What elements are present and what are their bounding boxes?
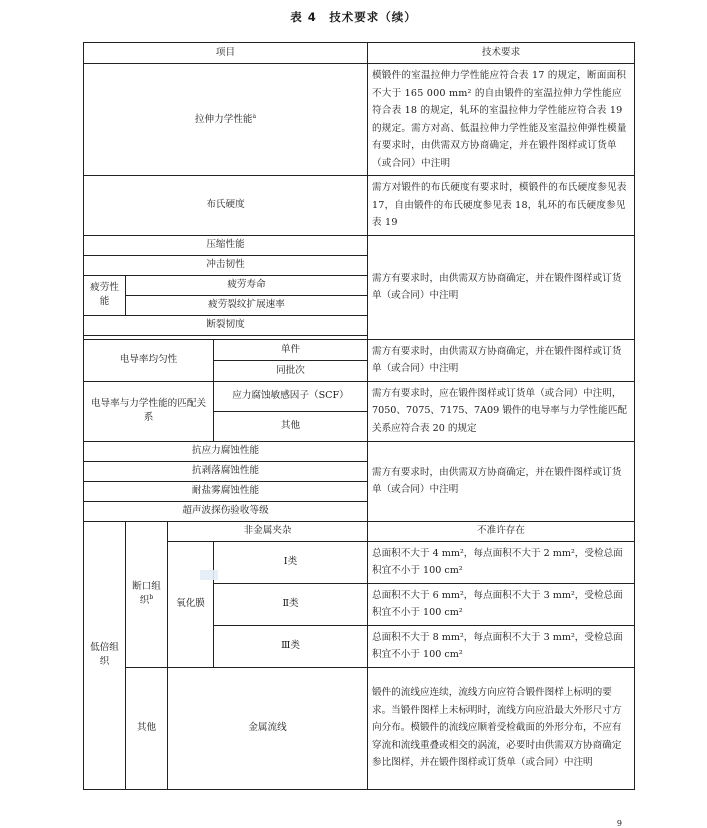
table-row: [84, 521, 635, 541]
item-macro-other: 其他: [126, 667, 168, 789]
table-title: 表 4 技术要求（续）: [290, 10, 417, 24]
item-flow: 金属流线: [168, 667, 368, 789]
item-compress: 压缩性能: [84, 235, 368, 255]
item-ultrasonic: 超声波探伤验收等级: [84, 501, 368, 521]
item-impact: 冲击韧性: [84, 255, 368, 275]
item-tensile: 拉伸力学性能$^a$: [84, 64, 368, 176]
item-scc: 抗应力腐蚀性能: [84, 441, 368, 461]
page-number: 9: [616, 819, 622, 828]
watermark-mark: [200, 570, 218, 580]
item-fatigue: 疲劳性能: [84, 275, 126, 315]
item-conductivity: 电导率均匀性: [84, 339, 214, 381]
item-scf: 应力腐蚀敏感因子（SCF）: [214, 381, 368, 411]
table-row: [84, 339, 635, 360]
req-group2: 需方有要求时，由供需双方协商确定，并在锻件图样或订货单（或合同）中注明: [368, 441, 635, 521]
table-row: [84, 667, 635, 789]
req-class1: 总面积不大于 4 mm²，每点面积不大于 2 mm²，受检总面积宜不小于 100 cm²: [368, 541, 635, 583]
item-brinell: 布氏硬度: [84, 176, 368, 236]
req-flow: 锻件的流线应连续，流线方向应符合锻件图样上标明的要求。当锻件图样上未标明时，流线方向应沿最大外形尺寸方向分布。模锻件的流线应顺着受检截面的外形分布，不应有穿流和流线重叠或相交的涡流，必要时由供需双方协商确定参比图样，并在锻件图样或订货单（或合同）中注明: [368, 667, 635, 789]
header-requirement: 技术要求: [368, 43, 635, 64]
table-row: [84, 441, 635, 461]
table-row: [84, 381, 635, 411]
header-item: 项目: [84, 43, 368, 64]
req-class3: 总面积不大于 8 mm²，每点面积不大于 3 mm²，受检总面积宜不小于 100 cm²: [368, 625, 635, 667]
req-group1: 需方有要求时，由供需双方协商确定，并在锻件图样或订货单（或合同）中注明: [368, 235, 635, 339]
req-class2: 总面积不大于 6 mm²，每点面积不大于 3 mm²，受检总面积宜不小于 100 cm²: [368, 583, 635, 625]
item-class1: Ⅰ类: [214, 541, 368, 583]
item-fracture-toughness: 断裂韧度: [84, 315, 368, 335]
req-nonmetal: 不准许存在: [368, 521, 635, 541]
item-class2: Ⅱ类: [214, 583, 368, 625]
item-exfoliation: 抗剥落腐蚀性能: [84, 461, 368, 481]
req-conductivity: 需方有要求时，由供需双方协商确定，并在锻件图样或订货单（或合同）中注明: [368, 339, 635, 381]
item-conductivity-mechanical: 电导率与力学性能的匹配关系: [84, 381, 214, 441]
table-row: [84, 235, 635, 255]
item-cond-other: 其他: [214, 411, 368, 441]
item-nonmetal: 非金属夹杂: [168, 521, 368, 541]
item-conductivity-batch: 同批次: [214, 360, 368, 381]
table-row: [84, 64, 635, 176]
item-low-mag: 低倍组织: [84, 521, 126, 789]
item-salt-spray: 耐盐雾腐蚀性能: [84, 481, 368, 501]
req-tensile: 模锻件的室温拉伸力学性能应符合表 17 的规定，断面面积不大于 165 000 mm² 的自由锻件的室温拉伸力学性能应符合表 18 的规定，轧环的室温拉伸力学性能应符合表 19 的规定。需方对高、低温拉伸力学性能及室温拉伸弹性模量有要求时，由供需双方协商确定，并在锻件图样或订货单（或合同）中注明: [368, 64, 635, 176]
item-class3: Ⅲ类: [214, 625, 368, 667]
item-conductivity-single: 单件: [214, 339, 368, 360]
req-brinell: 需方对锻件的布氏硬度有要求时，模锻件的布氏硬度参见表 17，自由锻件的布氏硬度参见表 18，轧环的布氏硬度参见表 19: [368, 176, 635, 236]
table-row: [84, 176, 635, 236]
item-fatigue-life: 疲劳寿命: [126, 275, 368, 295]
req-conductivity-mechanical: 需方有要求时，应在锻件图样或订货单（或合同）中注明，7050、7075、7175、7A09 锻件的电导率与力学性能匹配关系应符合表 20 的规定: [368, 381, 635, 441]
item-fracture-surface: 断口组织$^b$: [126, 521, 168, 667]
item-crack-rate: 疲劳裂纹扩展速率: [126, 295, 368, 315]
table-header-row: [84, 43, 635, 64]
technical-requirements-table: [83, 42, 635, 790]
item-oxide: 氧化膜: [168, 541, 214, 667]
